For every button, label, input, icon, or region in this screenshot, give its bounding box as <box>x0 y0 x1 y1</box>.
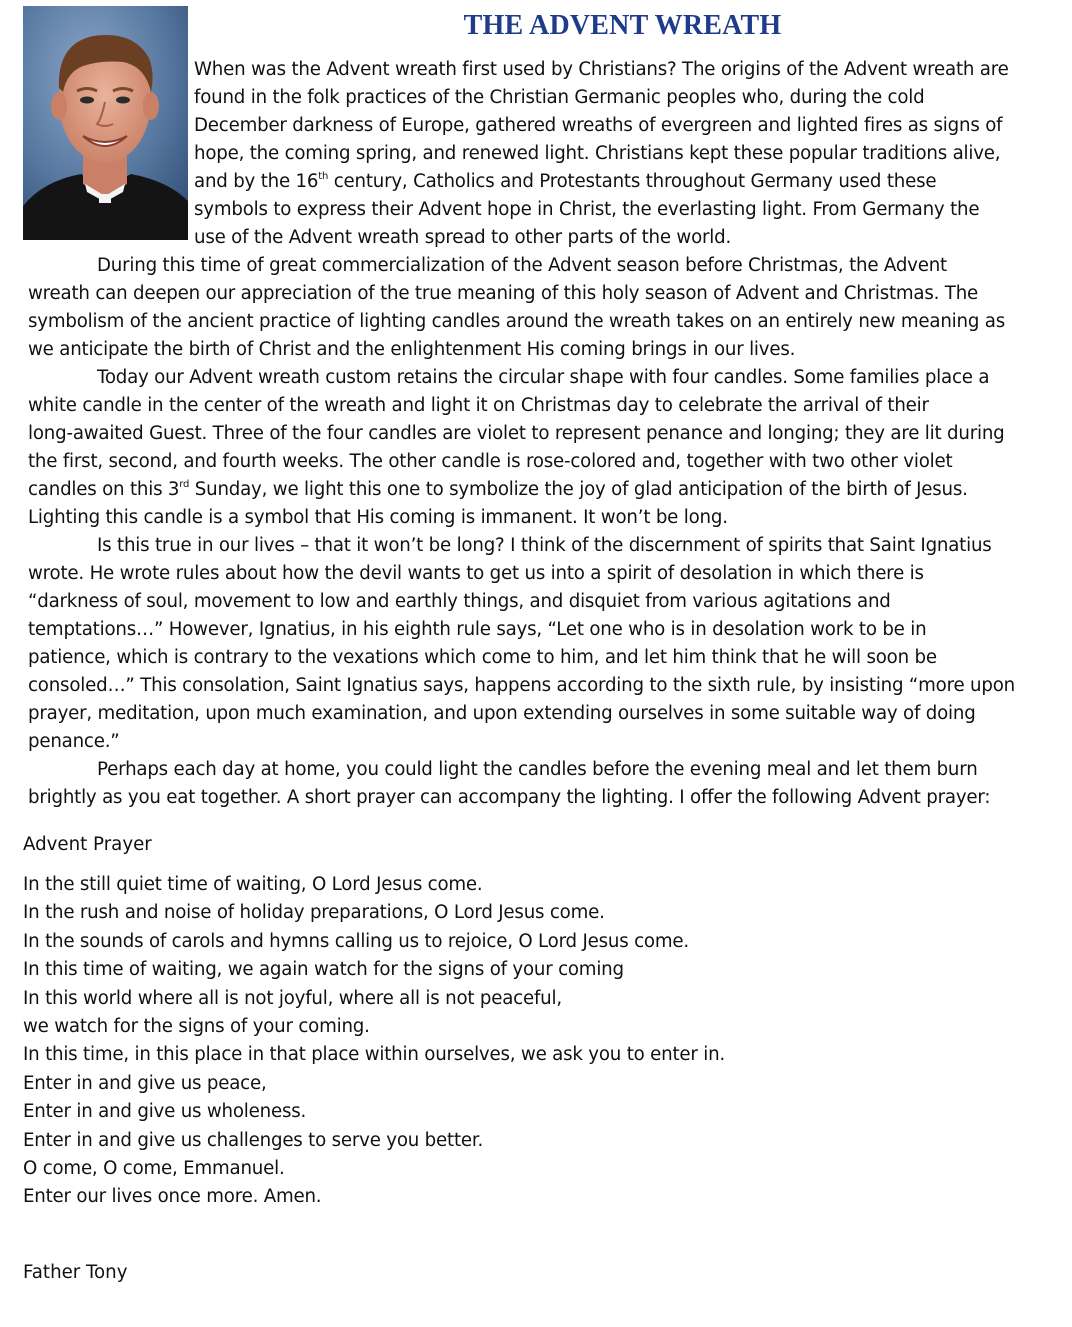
article-line: When was the Advent wreath first used by Christians? The origins of the Advent wreath are <box>194 59 1009 80</box>
prayer-line: we watch for the signs of your coming. <box>23 1016 370 1037</box>
prayer-heading: Advent Prayer <box>23 834 152 855</box>
ordinal-superscript: rd <box>179 478 190 490</box>
article-line: symbols to express their Advent hope in Christ, the everlasting light. From Germany the <box>194 199 980 220</box>
prayer-line: Enter in and give us challenges to serve you better. <box>23 1129 484 1151</box>
priest-portrait-photo <box>23 6 188 240</box>
article-line: Perhaps each day at home, you could light the candles before the evening meal and let them burn <box>97 759 978 780</box>
article-line: temptations…” However, Ignatius, in his eighth rule says, “Let one who is in desolation work to be in <box>28 619 927 640</box>
article-line: wreath can deepen our appreciation of the true meaning of this holy season of Advent and Christmas. The <box>28 283 979 304</box>
prayer-line: O come, O come, Emmanuel. <box>23 1158 285 1179</box>
prayer-line: Enter in and give us wholeness. <box>23 1101 307 1123</box>
prayer-line: In this time of waiting, we again watch for the signs of your coming <box>23 959 624 981</box>
article-line: “darkness of soul, movement to low and earthly things, and disquiet from various agitations and <box>28 591 891 612</box>
article-line: penance.” <box>28 731 120 752</box>
article-line: found in the folk practices of the Christian Germanic peoples who, during the cold <box>194 87 925 108</box>
article-line-text: century, Catholics and Protestants throughout Germany used these <box>328 171 937 192</box>
page-title: THE ADVENT WREATH <box>463 10 782 41</box>
article-line: white candle in the center of the wreath and light it on Christmas day to celebrate the arrival of their <box>28 395 929 416</box>
prayer-line: In this time, in this place in that place within ourselves, we ask you to enter in. <box>23 1044 725 1066</box>
prayer-line: Enter in and give us peace, <box>23 1072 267 1094</box>
article-line: symbolism of the ancient practice of lighting candles around the wreath takes on an entirely new meaning as <box>28 311 1005 332</box>
article-line-text: Sunday, we light this one to symbolize the joy of glad anticipation of the birth of Jesus. <box>189 479 968 500</box>
article-line-text: candles on this 3 <box>28 479 180 500</box>
article-line: During this time of great commercialization of the Advent season before Christmas, the Advent <box>97 255 947 276</box>
article-line: the first, second, and fourth weeks. The other candle is rose-colored and, together with two other violet <box>28 451 953 472</box>
prayer-line: In the rush and noise of holiday preparations, O Lord Jesus come. <box>23 902 605 924</box>
article-line: use of the Advent wreath spread to other parts of the world. <box>194 227 732 248</box>
article-line: Is this true in our lives – that it won’t be long? I think of the discernment of spirits that Saint Ignatius <box>97 535 992 556</box>
article-line: prayer, meditation, upon much examination, and upon extending ourselves in some suitable way of doing <box>28 703 976 724</box>
article-line: brightly as you eat together. A short prayer can accompany the lighting. I offer the following Advent prayer: <box>28 787 991 808</box>
signature: Father Tony <box>23 1262 128 1283</box>
article-line-text: and by the 16 <box>194 171 319 192</box>
article-line: Today our Advent wreath custom retains the circular shape with four candles. Some families place a <box>97 367 990 388</box>
prayer-line: In the sounds of carols and hymns calling us to rejoice, O Lord Jesus come. <box>23 930 689 952</box>
article-line: long-awaited Guest. Three of the four candles are violet to represent penance and longing; they are lit during <box>28 423 1005 444</box>
article-line: consoled…” This consolation, Saint Ignatius says, happens according to the sixth rule, by insisting “more upon <box>28 675 1015 696</box>
article-line: Lighting this candle is a symbol that His coming is immanent. It won’t be long. <box>28 507 728 528</box>
article-line <box>28 476 968 504</box>
ordinal-superscript: th <box>318 170 329 182</box>
prayer-line: Enter our lives once more. Amen. <box>23 1186 322 1208</box>
article-line <box>194 168 936 196</box>
article-line: December darkness of Europe, gathered wreaths of evergreen and lighted fires as signs of <box>194 115 1003 136</box>
article-line: wrote. He wrote rules about how the devil wants to get us into a spirit of desolation in which there is <box>28 563 924 584</box>
article-line: hope, the coming spring, and renewed light. Christians kept these popular traditions alive, <box>194 143 1001 164</box>
article-line: patience, which is contrary to the vexations which come to him, and let him think that he will soon be <box>28 647 937 668</box>
prayer-line: In this world where all is not joyful, where all is not peaceful, <box>23 987 562 1009</box>
article-line: we anticipate the birth of Christ and the enlightenment His coming brings in our lives. <box>28 339 796 360</box>
prayer-line: In the still quiet time of waiting, O Lord Jesus come. <box>23 874 483 895</box>
